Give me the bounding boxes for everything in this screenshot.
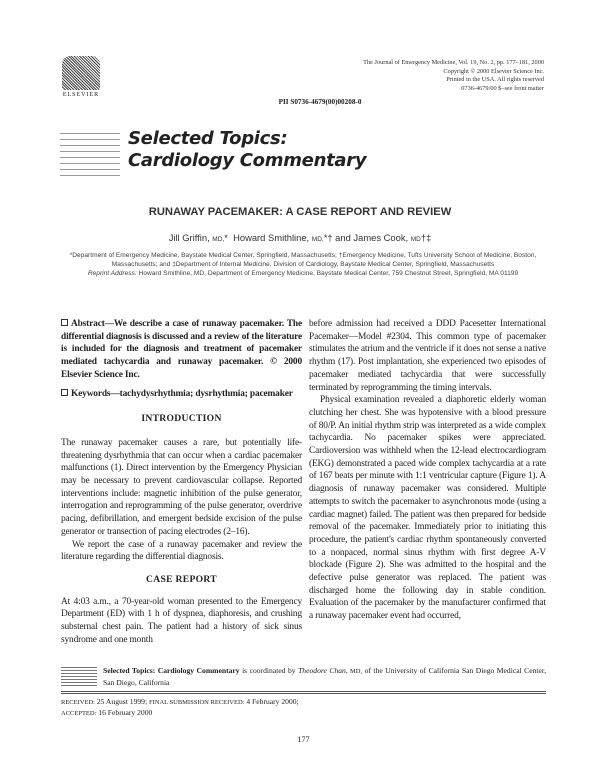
journal-header	[363, 59, 544, 93]
author-degree: MD,	[212, 236, 225, 243]
series-title	[128, 128, 366, 172]
article-body	[61, 318, 546, 764]
intro-paragraph-2: We report the case of a runaway pacemaker and review the literature regarding the differential diagnosis.	[61, 539, 302, 563]
reprint-text: Howard Smithline, MD, Department of Emergency Medicine, Baystate Medical Center, 759 Chestnut Street, Springfield, MA 01199	[138, 270, 519, 277]
keywords	[61, 388, 302, 401]
left-column	[61, 318, 302, 646]
case-paragraph-1: At 4:03 a.m., a 70-year-old woman presented to the Emergency Department (ED) with 1 h of dyspnea, diaphoresis, and crushing substernal chest pain. The patient had a history of sick sinus syndrome and one month	[61, 596, 302, 645]
page-number: 177	[297, 735, 310, 745]
author-degree: MD,	[311, 236, 324, 243]
pii: PII S0736-4679(00)00208-0	[278, 98, 362, 106]
authors	[0, 232, 600, 243]
right-column	[309, 318, 546, 623]
right-paragraph-1: before admission had received a DDD Pacesetter International Pacemaker—Model #2304. This common type of pacemaker stimulates the atrium and the ventricle if it does not sense a native rhythm (17). Post implantation, she experienced two episodes of pacemaker mediated tachycardia that were successfully terminated by reprogramming the timing intervals.	[309, 319, 546, 393]
checkbox-icon	[61, 389, 68, 396]
two-column-body	[61, 318, 546, 646]
final-date: 4 February 2000;	[246, 697, 299, 707]
received-label: RECEIVED:	[61, 699, 95, 707]
elsevier-logo	[62, 56, 100, 98]
author-mark: †‡	[420, 232, 432, 243]
accepted-label: ACCEPTED:	[61, 710, 97, 718]
keywords-text: Keywords—tachydysrhythmia; dysrhythmia; pacemaker	[71, 388, 293, 399]
checkbox-icon	[61, 319, 68, 326]
copyright: Copyright © 2000 Elsevier Science Inc.	[443, 67, 544, 75]
series-line-2: Cardiology Commentary	[128, 150, 367, 171]
footnote-stripes	[61, 667, 97, 686]
reprint-label: Reprint Address:	[87, 270, 137, 277]
tree-icon	[62, 56, 100, 90]
author-name: Howard Smithline,	[233, 232, 310, 243]
affiliation-text: *Department of Emergency Medicine, Baystate Medical Center, Springfield, Massachusetts; †Emergency Medicine, Tufts University School of Medicine, Boston, Massachusetts; and ‡Department of Internal Medicine, Division of Cardiology, Baystate Medical Center, Springfield, Massachusetts	[69, 252, 537, 268]
intro-heading: INTRODUCTION	[141, 413, 222, 425]
intro-paragraph-1: The runaway pacemaker causes a rare, but potentially life-threatening dysrhythmia that can occur when a cardiac pacemaker malfunctions (1). Direct intervention by the Emergency Physician may be necessary to prevent cardiovascular collapse. Reported interventions include: magnetic inhibition of the pulse generator, interrogation and reprogramming of the pulse generator, overdrive pacing, defibrillation, and emergent bedside excision of the pulse generator or transection of pacing electrodes (2–16).	[61, 437, 302, 537]
final-label: FINAL SUBMISSION RECEIVED:	[148, 699, 245, 707]
author-name: Jill Griffin,	[168, 232, 210, 243]
received-dates	[61, 697, 546, 719]
affiliations	[60, 251, 546, 278]
case-heading: CASE REPORT	[146, 573, 217, 585]
abstract-text: Abstract—We describe a case of runaway pacemaker. The differential diagnosis is discussed and a review of the literature is included for the diagnosis and treatment of pacemaker mediated tachycardia and runaway pacemaker. © 2000 Elsevier Science Inc.	[61, 319, 302, 380]
printed-in: Printed in the USA. All rights reserved	[446, 76, 544, 84]
received-date: 25 August 1999;	[96, 697, 148, 707]
accepted-date: 16 February 2000	[98, 708, 153, 718]
abstract	[61, 318, 302, 382]
author-mark: *	[224, 232, 228, 243]
footnote-text: is coordinated by	[239, 666, 299, 676]
author-degree: MD	[410, 236, 421, 243]
author-mark: *† and	[323, 232, 351, 243]
series-line-1: Selected Topics:	[128, 128, 288, 149]
issn: 0736-4679/00 $–see front matter	[461, 84, 544, 92]
right-paragraph-2: Physical examination revealed a diaphoretic elderly woman clutching her chest. She was hypotensive with a blood pressure of 80/P. An initial rhythm strip was interpreted as a wide complex tachycardia. No pacemaker spikes were appreciated. Cardioversion was withheld when the 12-lead electrocardiogram (EKG) demonstrated a paced wide complex tachycardia at a rate of 167 beats per minute with 1:1 ventricular capture (Figure 1). A diagnosis of runaway pacemaker was considered. Multiple attempts to switch the pacemaker to asynchronous mode (using a cardiac magnet) failed. The patient was then prepared for bedside removal of the pacemaker. Immediately prior to initiating this procedure, the patient's cardiac rhythm spontaneously converted to a nonpaced, normal sinus rhythm with first degree A-V blockade (Figure 2). She was admitted to the hospital and the defective pulse generator was replaced. The patient was discharged home the following day in stable condition. Evaluation of the pacemaker by the manufacturer confirmed that a runaway pacemaker event had occurred,	[309, 395, 546, 622]
footnote-rule	[61, 691, 546, 694]
series-stripes	[60, 133, 120, 181]
series-footnote	[103, 666, 546, 688]
article-title: RUNAWAY PACEMAKER: A CASE REPORT AND REVIEW	[148, 206, 452, 218]
footnote-text: of the University of California San Diego Medical Center, San Diego, California	[103, 666, 546, 687]
journal-citation: The Journal of Emergency Medicine, Vol. 19, No. 2, pp. 177–181, 2000	[363, 59, 544, 66]
logo-text: ELSEVIER	[62, 92, 100, 98]
footnote-degree: MD,	[347, 668, 363, 676]
footnote-editor: Theodore Chan,	[298, 666, 348, 676]
author-name: James Cook,	[353, 232, 409, 243]
reprint-address	[60, 269, 546, 278]
series-footnote-block	[61, 666, 546, 688]
footnote-series: Selected Topics: Cardiology Commentary	[103, 666, 240, 676]
